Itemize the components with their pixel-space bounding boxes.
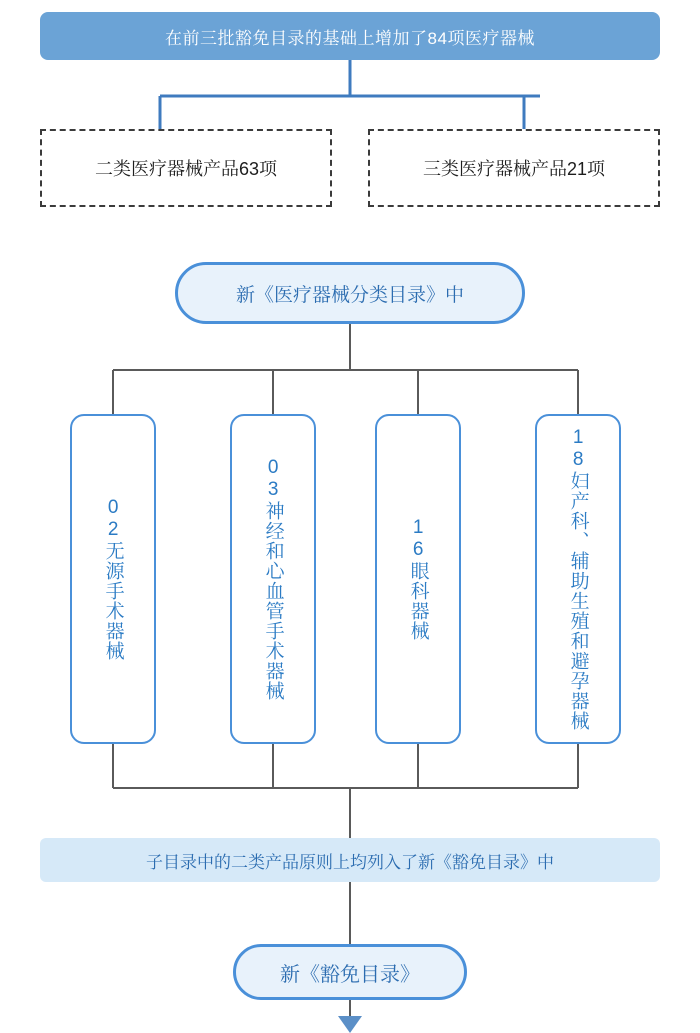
category-node-03	[230, 414, 316, 744]
dashed-box-class-two	[40, 129, 332, 207]
category-node-18	[535, 414, 621, 744]
category-node-18-label: 18妇产科、辅助生殖和避孕器械	[567, 427, 589, 731]
title-banner-label: 在前三批豁免目录的基础上增加了84项医疗器械	[165, 28, 535, 48]
category-node-02-label: 02无源手术器械	[102, 497, 124, 661]
summary-banner-label: 子目录中的二类产品原则上均列入了新《豁免目录》中	[146, 852, 554, 872]
catalog-header-label: 新《医疗器械分类目录》中	[235, 284, 464, 306]
title-banner	[40, 12, 660, 60]
final-node	[233, 944, 467, 1000]
category-node-16	[375, 414, 461, 744]
dashed-box-class-three	[368, 129, 660, 207]
category-node-02	[70, 414, 156, 744]
dashed-box-class-three-label: 三类医疗器械产品21项	[422, 159, 606, 179]
category-node-16-label: 16眼科器械	[407, 517, 429, 641]
summary-banner	[40, 838, 660, 882]
catalog-header-node	[175, 262, 525, 324]
dashed-box-class-two-label: 二类医疗器械产品63项	[94, 159, 278, 179]
final-node-label: 新《豁免目录》	[280, 963, 420, 986]
category-node-03-label: 03神经和心血管手术器械	[262, 457, 284, 701]
